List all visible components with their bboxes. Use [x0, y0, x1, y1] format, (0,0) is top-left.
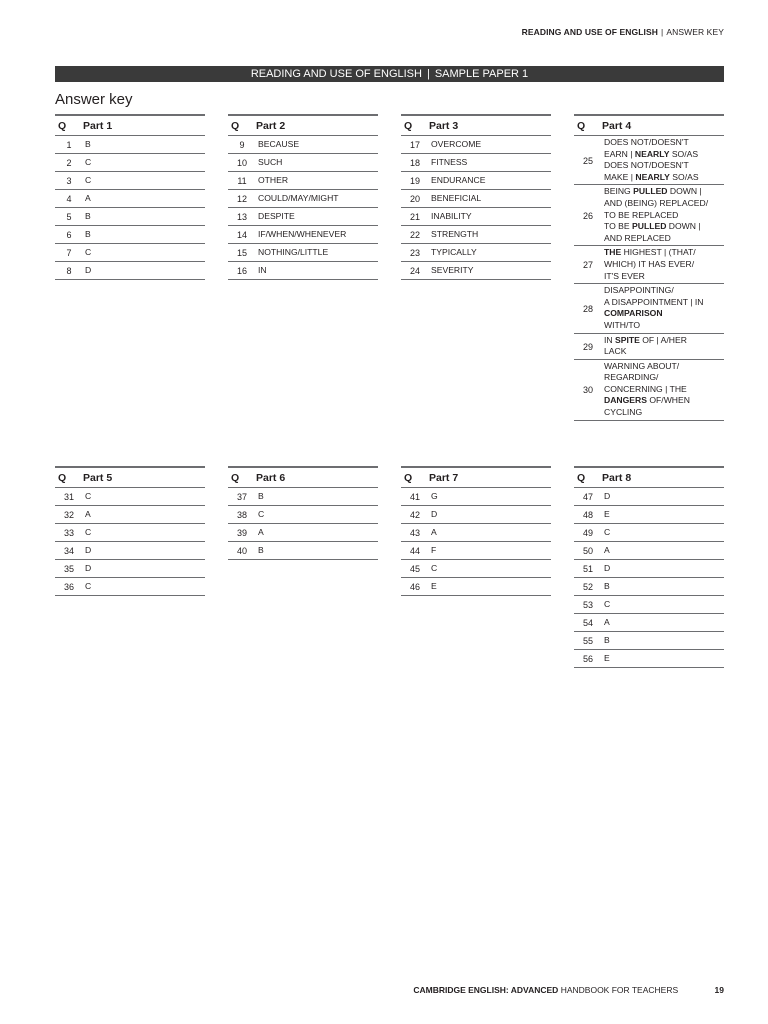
answer-line: [604, 384, 724, 396]
answer-row: [401, 262, 551, 280]
answer: E: [431, 580, 437, 591]
page-title: Answer key: [55, 91, 133, 108]
answer-text: CYCLING: [604, 407, 643, 418]
answer-row: [401, 190, 551, 208]
part-title: Part 1: [83, 119, 113, 132]
answer-row: [228, 208, 378, 226]
answer: B: [85, 138, 91, 149]
answer-row: [574, 596, 724, 614]
part-title: Part 6: [256, 471, 286, 484]
question-number: 29: [582, 341, 593, 352]
answer: D: [85, 562, 92, 573]
answer-line: [604, 372, 724, 384]
question-number: 11: [237, 176, 247, 186]
answer-row: [55, 488, 205, 506]
table-header: [401, 468, 551, 488]
answer-row: [55, 172, 205, 190]
question-number: 47: [582, 492, 593, 502]
answer-line: [604, 186, 724, 198]
answer-row: [55, 524, 205, 542]
footer-handbook: HANDBOOK FOR TEACHERS: [560, 985, 679, 995]
answer-text: WITH/TO: [604, 319, 641, 330]
answer-text: REGARDING/: [604, 372, 659, 383]
answer: [602, 136, 724, 184]
answer-line: [604, 308, 724, 320]
answer-row: [574, 542, 724, 560]
answer: [602, 334, 724, 359]
answer-line: [604, 346, 724, 358]
answer-row: [228, 172, 378, 190]
answer-text: IT'S EVER: [604, 270, 645, 281]
q-column-header: Q: [577, 471, 586, 484]
answer-text: HIGHEST | (THAT/: [621, 247, 696, 258]
answer-row: [574, 560, 724, 578]
table-header: [55, 116, 205, 136]
answer-table-part-5: [55, 466, 205, 596]
answer: [602, 284, 724, 332]
answer: D: [85, 544, 92, 555]
question-number: 28: [582, 303, 593, 314]
q-column-header: Q: [58, 471, 67, 484]
answer: OVERCOME: [431, 138, 482, 149]
answer: BECAUSE: [258, 138, 300, 149]
answer-row: [55, 190, 205, 208]
answer-row: [55, 136, 205, 154]
answer: SUCH: [258, 156, 283, 167]
answer-text: BEING: [604, 186, 634, 197]
part-title: Part 8: [602, 471, 632, 484]
answer-row: [401, 578, 551, 596]
question-number: 55: [582, 636, 593, 646]
q-column-header: Q: [58, 119, 67, 132]
answer: A: [258, 526, 264, 537]
question-number: 16: [236, 266, 247, 276]
part-title: Part 2: [256, 119, 286, 132]
answer-row: [401, 226, 551, 244]
answer-text: DOWN |: [667, 186, 702, 197]
answer: A: [604, 616, 610, 627]
answer-text: AND (BEING) REPLACED/: [604, 197, 709, 208]
answer-row: [401, 172, 551, 190]
answer-table-part-1: [55, 114, 205, 280]
answer-text: EARN |: [604, 148, 635, 159]
answer-row: [401, 506, 551, 524]
question-number: 54: [582, 618, 593, 628]
answer-row: [55, 226, 205, 244]
answer-table-part-6: [228, 466, 378, 560]
question-number: 20: [409, 194, 420, 204]
question-number: 56: [582, 654, 593, 664]
answer: D: [604, 562, 611, 573]
answer-row: [574, 136, 724, 185]
question-number: 51: [582, 564, 593, 574]
question-number: 43: [409, 528, 420, 538]
answer: BENEFICIAL: [431, 192, 482, 203]
answer-line: [604, 320, 724, 332]
answer-row: [401, 244, 551, 262]
answer-text: DOES NOT/DOESN'T: [604, 137, 689, 147]
answer: C: [431, 562, 438, 573]
answer: [602, 185, 724, 245]
answer-keyword: NEARLY: [634, 148, 670, 159]
answer-table-part-8: [574, 466, 724, 668]
question-number: 40: [236, 546, 247, 556]
answer: INABILITY: [431, 210, 472, 221]
answer: FITNESS: [431, 156, 468, 167]
answer: [602, 360, 724, 420]
answer-text: A DISAPPOINTMENT | IN: [604, 296, 704, 307]
answer: IN: [258, 264, 267, 275]
question-number: 31: [63, 492, 74, 502]
answer-row: [55, 578, 205, 596]
question-number: 13: [236, 212, 247, 222]
answer: B: [85, 210, 91, 221]
answer: DESPITE: [258, 210, 295, 221]
answer: F: [431, 544, 437, 555]
answer-row: [574, 632, 724, 650]
answer: D: [604, 490, 611, 501]
answer-row: [574, 614, 724, 632]
answer-row: [401, 542, 551, 560]
question-number: 17: [409, 140, 420, 150]
question-number: 46: [409, 582, 420, 592]
answer-line: [604, 137, 724, 149]
paper-name: SAMPLE PAPER 1: [434, 68, 529, 80]
answer-row: [574, 488, 724, 506]
question-number: 37: [236, 492, 247, 502]
question-number: 44: [409, 546, 420, 556]
answer-keyword: COMPARISON: [604, 308, 663, 319]
answer-row: [55, 560, 205, 578]
answer: A: [604, 544, 610, 555]
answer: ENDURANCE: [431, 174, 486, 185]
answer-text: DOES NOT/DOESN'T: [604, 160, 689, 171]
answer-keyword: THE: [604, 247, 622, 258]
paper-title-bar: [55, 66, 724, 82]
answer: B: [85, 228, 91, 239]
part-title: Part 5: [83, 471, 113, 484]
answer: C: [604, 526, 611, 537]
question-number: 22: [409, 230, 420, 240]
answer-text: AND REPLACED: [604, 232, 671, 243]
answer-row: [574, 578, 724, 596]
answer: STRENGTH: [431, 228, 479, 239]
answer-text: OF | A/HER: [639, 334, 687, 345]
answer-keyword: SPITE: [614, 334, 640, 345]
question-number: 36: [63, 582, 74, 592]
answer: B: [604, 580, 610, 591]
question-number: 5: [66, 212, 72, 222]
answer: C: [85, 246, 92, 257]
answer-table-part-4: [574, 114, 724, 421]
answer-text: WARNING ABOUT/: [604, 360, 680, 371]
question-number: 27: [582, 260, 593, 271]
answer: OTHER: [258, 174, 289, 185]
question-number: 30: [582, 385, 593, 396]
question-number: 18: [409, 158, 420, 168]
answer: B: [604, 634, 610, 645]
answer-text: SO/AS: [669, 171, 699, 182]
table-header: [228, 468, 378, 488]
part-title: Part 4: [602, 119, 632, 132]
question-number: 19: [409, 176, 420, 186]
answer-line: [604, 221, 724, 233]
part-title: Part 7: [429, 471, 459, 484]
answer: C: [85, 156, 92, 167]
answer-row: [574, 334, 724, 360]
answer-row: [228, 226, 378, 244]
answer-text: MAKE |: [604, 171, 636, 182]
answer-text: SO/AS: [669, 148, 699, 159]
answer-line: [604, 210, 724, 222]
answer-line: [604, 285, 724, 297]
paper-separator: |: [426, 68, 430, 80]
question-number: 4: [66, 194, 72, 204]
q-column-header: Q: [404, 471, 413, 484]
answer-row: [401, 524, 551, 542]
answer-row: [574, 284, 724, 333]
answer-table-part-7: [401, 466, 551, 596]
question-number: 39: [236, 528, 247, 538]
answer: A: [85, 192, 91, 203]
answer-row: [228, 262, 378, 280]
answer: C: [258, 508, 265, 519]
table-header: [228, 116, 378, 136]
table-header: [55, 468, 205, 488]
running-head-label: ANSWER KEY: [666, 27, 724, 37]
answer-line: [604, 160, 724, 172]
answer-row: [228, 524, 378, 542]
answer: G: [431, 490, 438, 501]
answer: C: [85, 580, 92, 591]
question-number: 9: [239, 140, 245, 150]
page-footer: [413, 985, 724, 995]
question-number: 42: [409, 510, 420, 520]
answer: C: [85, 174, 92, 185]
question-number: 50: [582, 546, 593, 556]
answer-row: [228, 244, 378, 262]
question-number: 33: [63, 528, 74, 538]
running-head-section: READING AND USE OF ENGLISH: [521, 27, 658, 37]
table-header: [574, 116, 724, 136]
answer-line: [604, 335, 724, 347]
answer: C: [604, 598, 611, 609]
answer-row: [574, 650, 724, 668]
answer-line: [604, 395, 724, 407]
answer-row: [401, 154, 551, 172]
question-number: 32: [63, 510, 74, 520]
page-number: 19: [714, 985, 724, 995]
answer-line: [604, 149, 724, 161]
table-header: [401, 116, 551, 136]
answer-row: [55, 154, 205, 172]
answer-line: [604, 407, 724, 419]
answer-text: WHICH) IT HAS EVER/: [604, 258, 695, 269]
q-column-header: Q: [577, 119, 586, 132]
answer-row: [574, 185, 724, 246]
question-number: 8: [66, 266, 72, 276]
running-head-separator: |: [661, 27, 664, 37]
answer-row: [55, 262, 205, 280]
question-number: 3: [66, 176, 72, 186]
question-number: 15: [236, 248, 247, 258]
question-number: 14: [236, 230, 247, 240]
question-number: 49: [582, 528, 593, 538]
answer-row: [55, 244, 205, 262]
answer: C: [85, 526, 92, 537]
question-number: 6: [66, 230, 72, 240]
answer: TYPICALLY: [431, 246, 477, 257]
answer-row: [574, 506, 724, 524]
answer-row: [228, 154, 378, 172]
answer-line: [604, 271, 724, 283]
answer: D: [431, 508, 438, 519]
answer-row: [228, 488, 378, 506]
answer-row: [55, 506, 205, 524]
question-number: 41: [409, 492, 420, 502]
q-column-header: Q: [404, 119, 413, 132]
question-number: 38: [236, 510, 247, 520]
answer-row: [574, 246, 724, 284]
answer-keyword: NEARLY: [635, 171, 670, 182]
question-number: 2: [66, 158, 72, 168]
answer: SEVERITY: [431, 264, 474, 275]
answer-text: CONCERNING | THE: [604, 383, 687, 394]
question-number: 24: [409, 266, 420, 276]
answer-row: [228, 190, 378, 208]
answer-line: [604, 233, 724, 245]
answer-line: [604, 361, 724, 373]
answer-row: [401, 560, 551, 578]
answer-row: [574, 360, 724, 421]
answer-line: [604, 259, 724, 271]
part-title: Part 3: [429, 119, 459, 132]
answer-row: [574, 524, 724, 542]
answer-line: [604, 247, 724, 259]
question-number: 48: [582, 510, 593, 520]
answer: B: [258, 490, 264, 501]
table-header: [574, 468, 724, 488]
answer-line: [604, 172, 724, 184]
answer: [602, 246, 724, 283]
question-number: 12: [236, 194, 247, 204]
answer: IF/WHEN/WHENEVER: [258, 228, 347, 239]
answer: C: [85, 490, 92, 501]
answer-table-part-3: [401, 114, 551, 280]
answer-text: LACK: [604, 346, 627, 357]
answer-text: OF/WHEN: [646, 395, 690, 406]
question-number: 35: [63, 564, 74, 574]
answer-table-part-2: [228, 114, 378, 280]
answer: COULD/MAY/MIGHT: [258, 192, 339, 203]
question-number: 53: [582, 600, 593, 610]
answer-row: [55, 208, 205, 226]
answer-line: [604, 297, 724, 309]
question-number: 1: [66, 140, 72, 150]
answer-row: [401, 488, 551, 506]
question-number: 21: [409, 212, 420, 222]
question-number: 25: [582, 155, 593, 166]
question-number: 23: [409, 248, 420, 258]
answer-text: DISAPPOINTING/: [604, 285, 674, 296]
running-head: [522, 27, 724, 37]
answer: A: [431, 526, 437, 537]
answer-text: TO BE: [604, 221, 633, 232]
answer-row: [401, 208, 551, 226]
answer-keyword: PULLED: [633, 186, 668, 197]
answer-text: IN: [604, 334, 615, 345]
answer-row: [228, 542, 378, 560]
question-number: 52: [582, 582, 593, 592]
answer: A: [85, 508, 91, 519]
question-number: 26: [582, 210, 593, 221]
answer: D: [85, 264, 92, 275]
question-number: 7: [66, 248, 72, 258]
answer: E: [604, 652, 610, 663]
answer-row: [401, 136, 551, 154]
question-number: 45: [409, 564, 420, 574]
answer-text: DOWN |: [666, 221, 701, 232]
answer-row: [228, 136, 378, 154]
answer-text: TO BE REPLACED: [604, 209, 679, 220]
question-number: 34: [63, 546, 74, 556]
answer-line: [604, 198, 724, 210]
answer: B: [258, 544, 264, 555]
q-column-header: Q: [231, 119, 240, 132]
answer: NOTHING/LITTLE: [258, 246, 329, 257]
answer-row: [228, 506, 378, 524]
answer-row: [55, 542, 205, 560]
q-column-header: Q: [231, 471, 240, 484]
paper-section: READING AND USE OF ENGLISH: [250, 68, 422, 80]
answer-keyword: PULLED: [632, 221, 667, 232]
answer-keyword: DANGERS: [604, 395, 647, 406]
question-number: 10: [236, 158, 247, 168]
footer-publication: CAMBRIDGE ENGLISH: ADVANCED: [413, 985, 559, 995]
answer: E: [604, 508, 610, 519]
